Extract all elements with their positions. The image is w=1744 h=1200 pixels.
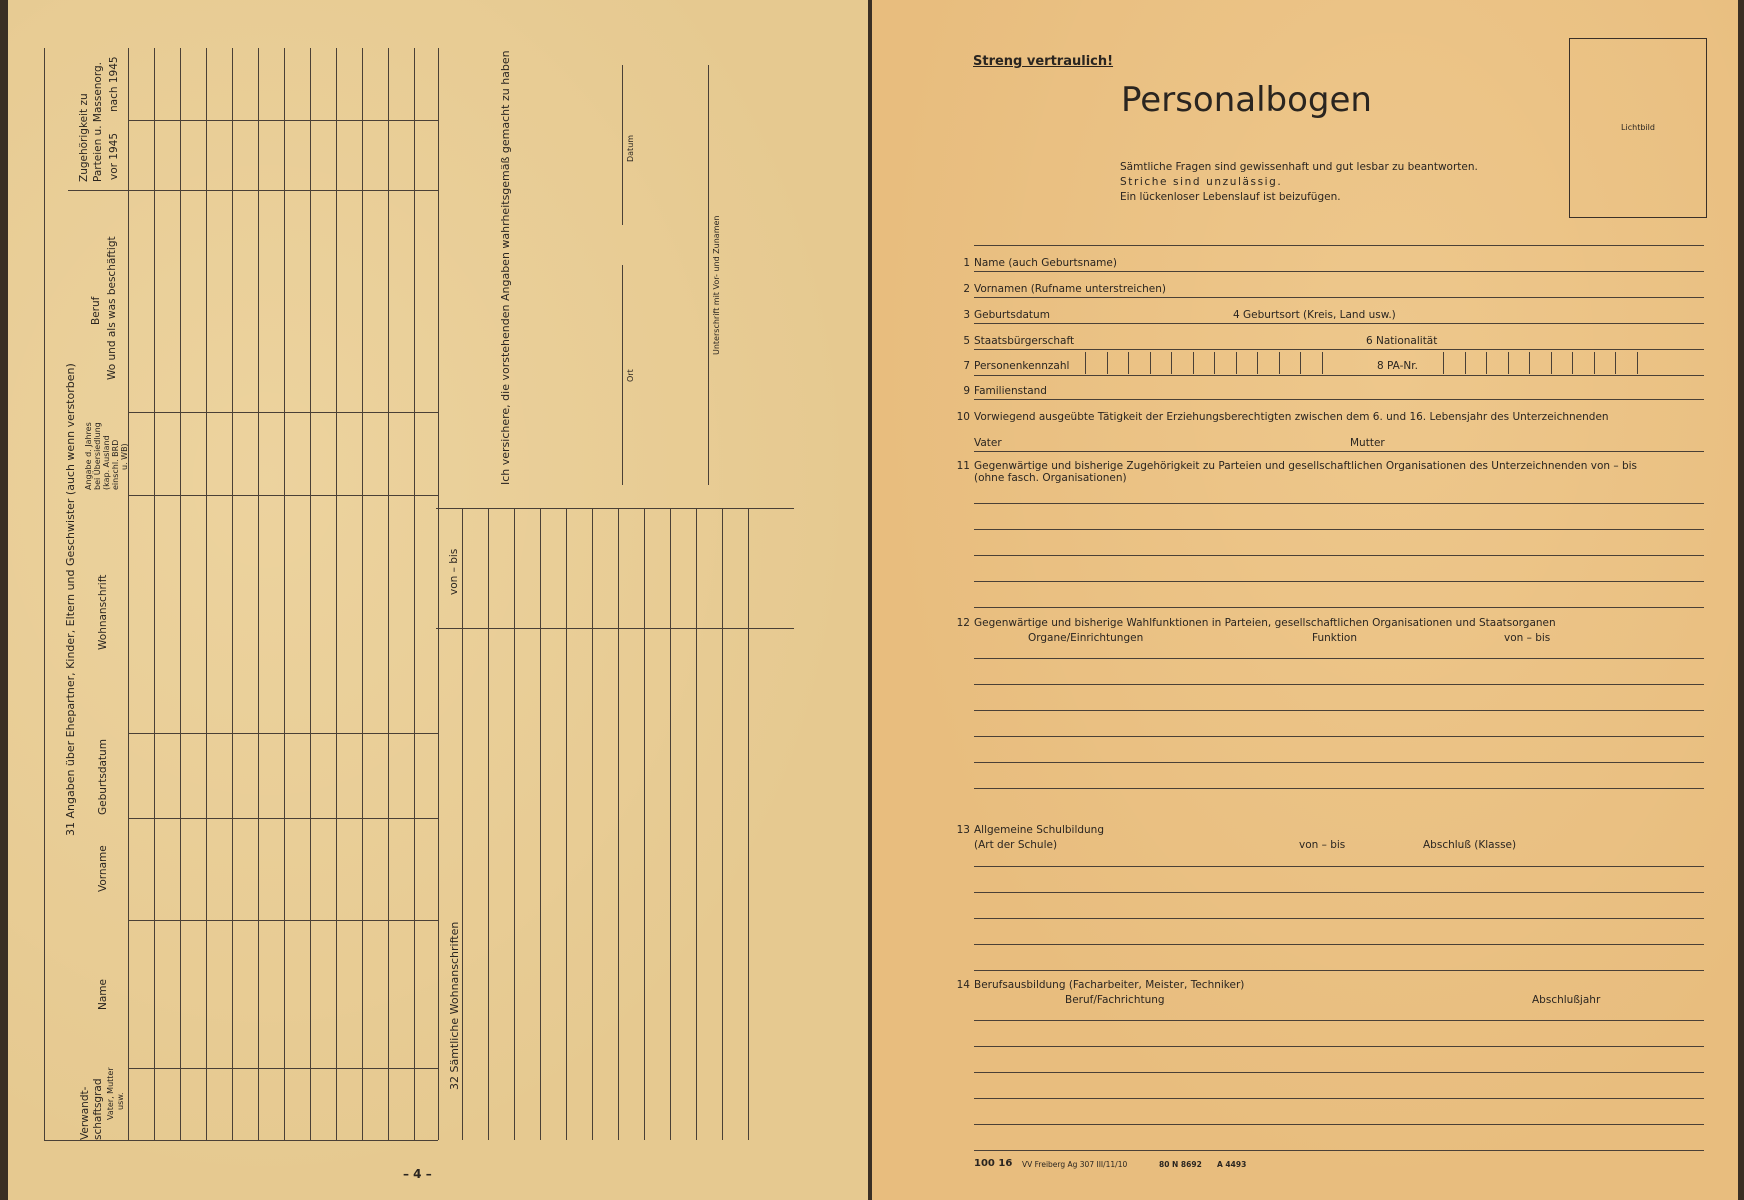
instruction-1: Sämtliche Fragen sind gewissenhaft und gut lesbar zu beantworten. [1120, 161, 1478, 173]
field-2-label: 2 Vornamen (Rufname unterstreichen) [963, 283, 1166, 295]
instruction-3: Ein lückenloser Lebenslauf ist beizufügen. [1120, 191, 1341, 203]
field-12-line[interactable] [974, 762, 1704, 763]
table-31-row-line[interactable] [310, 48, 311, 1140]
field-13-col-3: Abschluß (Klasse) [1423, 839, 1517, 851]
pkz-box-divider[interactable] [1236, 352, 1237, 374]
table-31-row-line[interactable] [206, 48, 207, 1140]
field-13-line[interactable] [974, 970, 1704, 971]
table-31-right-border [438, 48, 439, 1140]
field-12-line[interactable] [974, 736, 1704, 737]
col-angabe-4: einschl. BRD [111, 439, 120, 490]
field-14-line[interactable] [974, 1046, 1704, 1047]
table-32-row-line[interactable] [722, 508, 723, 1140]
field-9-line[interactable] [974, 399, 1704, 400]
section-32-title: 32 Sämtliche Wohnanschriften [448, 921, 461, 1090]
col-wohnanschrift: Wohnanschrift [97, 574, 109, 650]
unterschrift-label: Unterschrift mit Vor- und Zunamen [712, 215, 721, 355]
form-title: Personalbogen [1121, 80, 1372, 120]
field-14-line[interactable] [974, 1072, 1704, 1073]
pkz-box-divider[interactable] [1257, 352, 1258, 374]
field-14-col-2: Abschlußjahr [1532, 994, 1601, 1006]
col-name: Name [97, 979, 109, 1010]
col-beruf-2: Wo und als was beschäftigt [106, 236, 118, 380]
table-32-row-line[interactable] [488, 508, 489, 1140]
table-32-row-line[interactable] [540, 508, 541, 1140]
field-1-line[interactable] [974, 271, 1704, 272]
field-10-label: 10 Vorwiegend ausgeübte Tätigkeit der Erziehungsberechtigten zwischen dem 6. und 16. Lebensjahr des Unterzeichnenden [956, 411, 1609, 423]
table-32-row-line[interactable] [566, 508, 567, 1140]
pa-box-divider[interactable] [1572, 352, 1573, 374]
field-11-sublabel: (ohne fasch. Organisationen) [974, 472, 1127, 484]
col-angabe-2: bei Übersiedlung [93, 422, 102, 490]
field-1-label: 1 Name (auch Geburtsname) [963, 257, 1117, 269]
field-2-line[interactable] [974, 297, 1704, 298]
table-32-row-line[interactable] [514, 508, 515, 1140]
field-11-line[interactable] [974, 581, 1704, 582]
col-verwandt-4: usw. [116, 1092, 125, 1110]
table-31-header-divider [68, 190, 128, 191]
pkz-box-divider[interactable] [1214, 352, 1215, 374]
field-13-line[interactable] [974, 944, 1704, 945]
table-31-row-line[interactable] [128, 48, 129, 1140]
field-14-label: 14 Berufsausbildung (Facharbeiter, Meister, Techniker) [956, 979, 1245, 991]
field-5-label: 5 Staatsbürgerschaft [963, 335, 1075, 347]
pa-box-divider[interactable] [1637, 352, 1638, 374]
field-12-label: 12 Gegenwärtige und bisherige Wahlfunktionen in Parteien, gesellschaftlichen Organisationen und Staatsorganen [956, 617, 1556, 629]
right-page [872, 0, 1738, 1200]
footer-code: 100 16 [974, 1158, 1013, 1169]
table-31-column-divider [128, 818, 438, 819]
pa-box-divider[interactable] [1615, 352, 1616, 374]
photo-label: Lichtbild [1621, 123, 1655, 132]
field-12-line[interactable] [974, 710, 1704, 711]
declaration-text: Ich versichere, die vorstehenden Angaben wahrheitsgemäß gemacht zu haben [499, 50, 512, 485]
field-14-line[interactable] [974, 1150, 1704, 1151]
section-31-title: 31 Angaben über Ehepartner, Kinder, Eltern und Geschwister (auch wenn verstorben) [64, 363, 77, 836]
pa-box-divider[interactable] [1508, 352, 1509, 374]
col-angabe-3: (kap. Ausland [102, 435, 111, 490]
ort-label: Ort [626, 369, 635, 382]
col-verwandt: Verwandt- [79, 1086, 91, 1140]
table-31-row-line[interactable] [154, 48, 155, 1140]
page-number: – 4 – [403, 1167, 432, 1181]
table-31-row-line[interactable] [362, 48, 363, 1140]
table-32-row-line[interactable] [618, 508, 619, 1140]
table-32-row-line[interactable] [696, 508, 697, 1140]
table-32-row-line[interactable] [748, 508, 749, 1140]
field-14-col-1: Beruf/Fachrichtung [1065, 994, 1165, 1006]
field-8-label: 8 PA-Nr. [1377, 360, 1418, 372]
pkz-box-divider[interactable] [1322, 352, 1323, 374]
field-12-line[interactable] [974, 658, 1704, 659]
table-32-top-border [436, 508, 794, 509]
field-11-line[interactable] [974, 607, 1704, 608]
field-12-col-3: von – bis [1504, 632, 1551, 644]
col-angabe-5: u. WB) [120, 443, 129, 470]
field-12-line[interactable] [974, 788, 1704, 789]
pkz-box-divider[interactable] [1193, 352, 1194, 374]
field-13-col-2: von – bis [1299, 839, 1346, 851]
table-31-row-line[interactable] [232, 48, 233, 1140]
field-12-line[interactable] [974, 684, 1704, 685]
pkz-box-divider[interactable] [1085, 352, 1086, 374]
field-13-line[interactable] [974, 918, 1704, 919]
pkz-box-divider[interactable] [1279, 352, 1280, 374]
vater-label: Vater [974, 437, 1002, 449]
table-32-row-line[interactable] [670, 508, 671, 1140]
field-3-label: 3 Geburtsdatum [963, 309, 1050, 321]
unterschrift-line [708, 65, 709, 485]
pa-box-divider[interactable] [1551, 352, 1552, 374]
table-31-row-line[interactable] [284, 48, 285, 1140]
col-verwandt-2: schaftsgrad [92, 1078, 104, 1140]
pa-box-divider[interactable] [1465, 352, 1466, 374]
field-14-line[interactable] [974, 1124, 1704, 1125]
datum-label: Datum [626, 134, 635, 162]
field-14-line[interactable] [974, 1098, 1704, 1099]
field-11-line[interactable] [974, 529, 1704, 530]
field-7-8-line [974, 375, 1704, 376]
table-31-left-border [44, 48, 45, 1140]
table-31-bottom-border [44, 1140, 438, 1141]
field-13-line[interactable] [974, 866, 1704, 867]
field-6-label: 6 Nationalität [1366, 335, 1438, 347]
mutter-label: Mutter [1350, 437, 1385, 449]
col-geburtsdatum: Geburtsdatum [97, 739, 109, 815]
pkz-box-divider[interactable] [1128, 352, 1129, 374]
von-bis-label: von – bis [448, 548, 460, 595]
ort-line [622, 265, 623, 485]
table-31-row-line[interactable] [180, 48, 181, 1140]
field-12-col-2: Funktion [1312, 632, 1357, 644]
table-31-column-divider [128, 190, 438, 191]
table-31-column-divider [128, 120, 438, 121]
table-31-row-line[interactable] [258, 48, 259, 1140]
footer-num-2: A 4493 [1217, 1160, 1247, 1169]
field-13-sublabel: (Art der Schule) [974, 839, 1058, 851]
table-31-column-divider [128, 733, 438, 734]
field-10-line[interactable] [974, 451, 1704, 452]
table-31-row-line[interactable] [388, 48, 389, 1140]
col-angabe-1: Angabe d. Jahres [84, 422, 93, 490]
pkz-box-divider[interactable] [1150, 352, 1151, 374]
field-11-label: 11 Gegenwärtige und bisherige Zugehörigkeit zu Parteien und gesellschaftlichen Organisationen des Unterzeichnenden von – bis [956, 460, 1637, 472]
pkz-box-divider[interactable] [1107, 352, 1108, 374]
table-32-divider [436, 628, 794, 629]
datum-line [622, 65, 623, 225]
table-32-row-line[interactable] [462, 508, 463, 1140]
table-31-row-line[interactable] [336, 48, 337, 1140]
col-zugehoerigkeit-2: Parteien u. Massenorg. [92, 62, 104, 182]
field-14-line[interactable] [974, 1020, 1704, 1021]
col-verwandt-3: Vater, Mutter [106, 1067, 115, 1120]
field-12-col-1: Organe/Einrichtungen [1028, 632, 1144, 644]
pa-box-divider[interactable] [1529, 352, 1530, 374]
pkz-box-divider[interactable] [1300, 352, 1301, 374]
field-7-label: 7 Personenkennzahl [963, 360, 1070, 372]
table-32-row-line[interactable] [644, 508, 645, 1140]
field-13-label: 13 Allgemeine Schulbildung [956, 824, 1105, 836]
table-31-column-divider [128, 495, 438, 496]
photo-box [1569, 38, 1707, 218]
field-4-label: 4 Geburtsort (Kreis, Land usw.) [1233, 309, 1396, 321]
footer-text: VV Freiberg Ag 307 III/11/10 [1022, 1160, 1128, 1169]
table-31-row-line[interactable] [414, 48, 415, 1140]
col-vor-1945: vor 1945 [108, 132, 120, 180]
field-5-6-line[interactable] [974, 349, 1704, 350]
col-nach-1945: nach 1945 [108, 56, 120, 112]
col-beruf-1: Beruf [90, 296, 102, 325]
table-31-column-divider [128, 1068, 438, 1069]
col-vorname: Vorname [97, 845, 109, 892]
table-32-row-line[interactable] [592, 508, 593, 1140]
header-rule [974, 245, 1704, 246]
field-3-4-line[interactable] [974, 323, 1704, 324]
pa-box-divider[interactable] [1443, 352, 1444, 374]
instruction-2: Striche sind unzulässig. [1120, 176, 1283, 188]
table-31-column-divider [128, 412, 438, 413]
field-9-label: 9 Familienstand [963, 385, 1047, 397]
pa-box-divider[interactable] [1594, 352, 1595, 374]
table-31-column-divider [128, 920, 438, 921]
field-13-line[interactable] [974, 892, 1704, 893]
footer-num-1: 80 N 8692 [1159, 1160, 1202, 1169]
field-11-line[interactable] [974, 503, 1704, 504]
pkz-box-divider[interactable] [1171, 352, 1172, 374]
left-page [8, 0, 868, 1200]
confidential-label: Streng vertraulich! [973, 54, 1114, 69]
pa-box-divider[interactable] [1486, 352, 1487, 374]
field-11-line[interactable] [974, 555, 1704, 556]
col-zugehoerigkeit-1: Zugehörigkeit zu [78, 93, 90, 182]
